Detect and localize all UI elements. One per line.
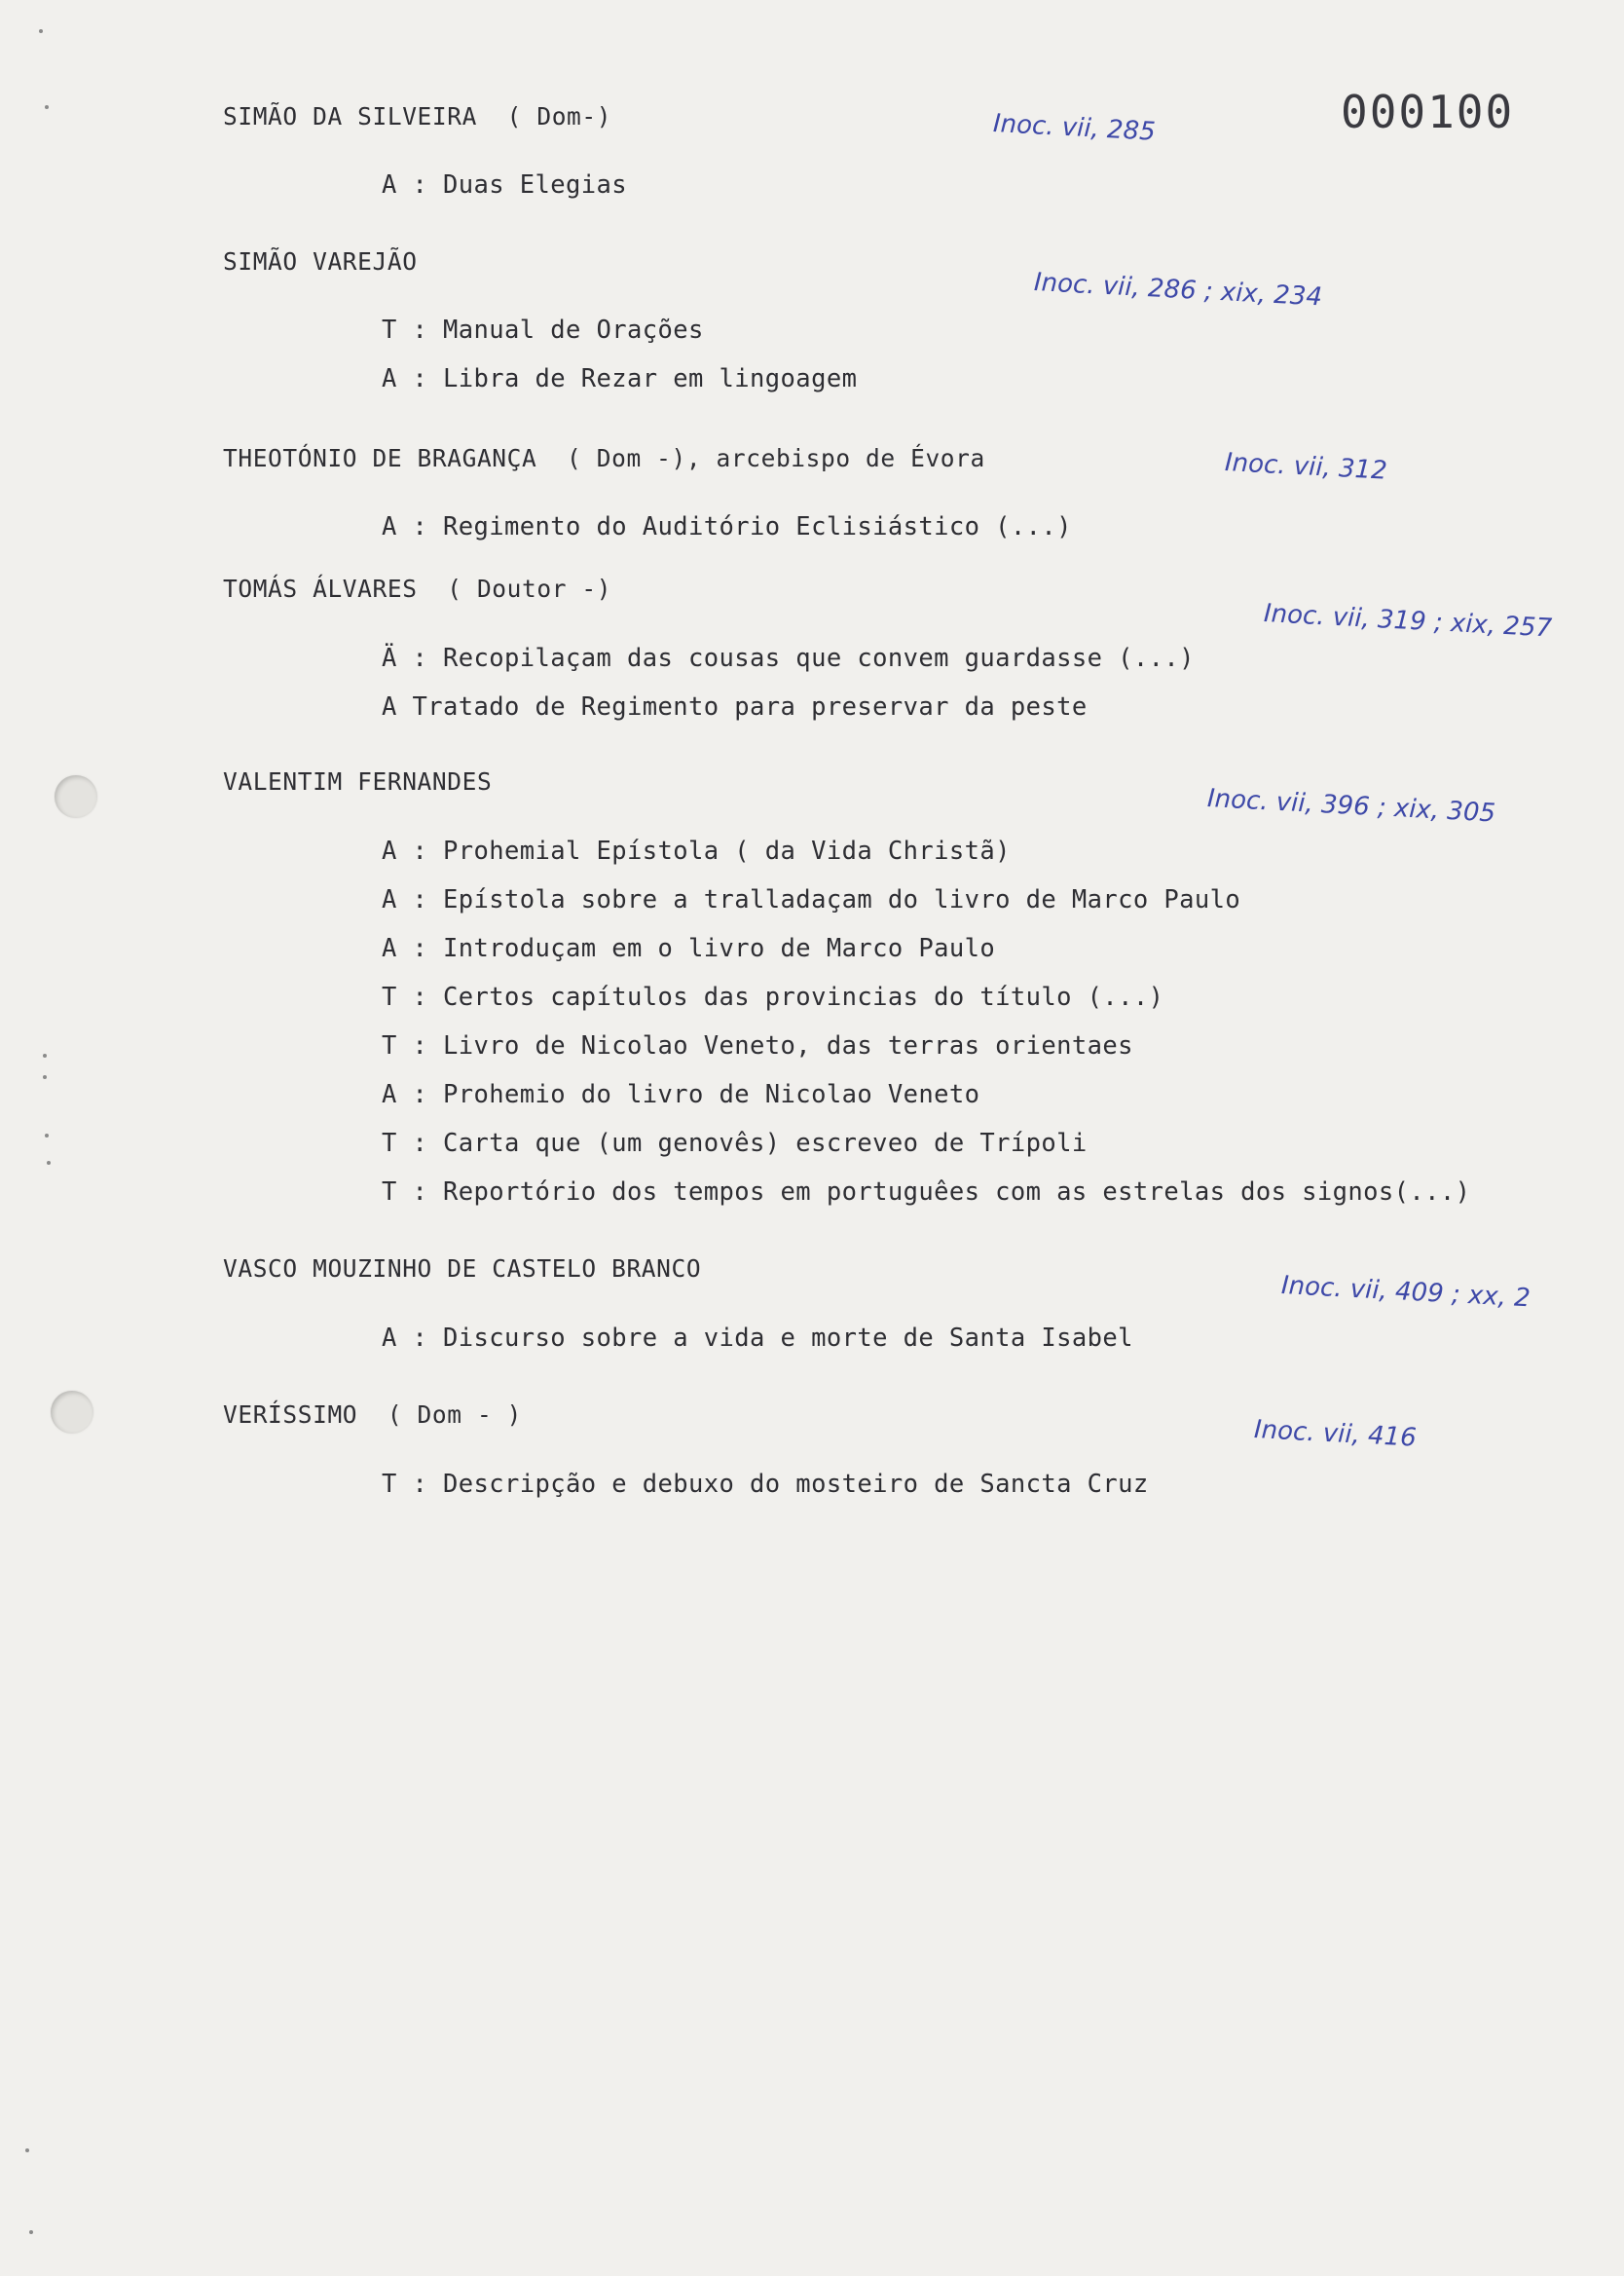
work-entry: A Tratado de Regimento para preservar da peste	[382, 692, 1088, 722]
work-entry: A : Epístola sobre a tralladaçam do livro de Marco Paulo	[382, 885, 1241, 914]
author-name: VASCO MOUZINHO DE CASTELO BRANCO	[223, 1254, 702, 1283]
paper-speck	[45, 1134, 49, 1138]
work-entry: A : Prohemial Epístola ( da Vida Christã)	[382, 837, 1011, 866]
work-entry: A : Discurso sobre a vida e morte de Santa Isabel	[382, 1324, 1133, 1353]
paper-speck	[25, 2148, 29, 2152]
handwritten-reference: Inoc. vii, 409 ; xx, 2	[1280, 1271, 1532, 1314]
work-entry: T : Livro de Nicolao Veneto, das terras orientaes	[382, 1031, 1133, 1061]
document-number: 000100	[1341, 86, 1515, 138]
work-entry: A : Introduçam em o livro de Marco Paulo	[382, 934, 996, 963]
handwritten-reference: Inoc. vii, 416	[1253, 1415, 1418, 1453]
paper-speck	[43, 1075, 47, 1079]
work-entry: T : Manual de Orações	[382, 316, 704, 345]
author-name: VERÍSSIMO ( Dom - )	[223, 1400, 523, 1429]
author-name: SIMÃO DA SILVEIRA ( Dom-)	[223, 102, 612, 131]
work-entry: A : Libra de Rezar em lingoagem	[382, 364, 858, 393]
work-entry: A : Prohemio do livro de Nicolao Veneto	[382, 1080, 980, 1109]
punch-hole	[51, 1391, 93, 1434]
handwritten-reference: Inoc. vii, 396 ; xix, 305	[1206, 784, 1496, 829]
author-name: TOMÁS ÁLVARES ( Doutor -)	[223, 575, 612, 603]
handwritten-reference: Inoc. vii, 319 ; xix, 257	[1263, 599, 1553, 644]
paper-speck	[29, 2230, 33, 2234]
author-name: THEOTÓNIO DE BRAGANÇA ( Dom -), arcebispo de Évora	[223, 444, 985, 472]
author-name: SIMÃO VAREJÃO	[223, 247, 418, 276]
work-entry: T : Certos capítulos das provincias do título (...)	[382, 983, 1164, 1012]
handwritten-reference: Inoc. vii, 286 ; xix, 234	[1033, 268, 1323, 313]
handwritten-reference: Inoc. vii, 312	[1224, 448, 1388, 486]
paper-speck	[45, 105, 49, 109]
author-name: VALENTIM FERNANDES	[223, 767, 493, 796]
paper-speck	[43, 1054, 47, 1058]
work-entry: A : Duas Elegias	[382, 170, 628, 200]
work-entry: T : Descripção e debuxo do mosteiro de Sancta Cruz	[382, 1470, 1149, 1499]
punch-hole	[55, 775, 97, 818]
work-entry: A : Regimento do Auditório Eclisiástico (...)	[382, 512, 1072, 541]
work-entry: Ä : Recopilaçam das cousas que convem guardasse (...)	[382, 644, 1195, 673]
paper-speck	[47, 1161, 51, 1165]
paper-speck	[39, 29, 43, 33]
work-entry: T : Reportório dos tempos em portuguêes com as estrelas dos signos(...)	[382, 1177, 1471, 1207]
handwritten-reference: Inoc. vii, 285	[992, 109, 1157, 147]
work-entry: T : Carta que (um genovês) escreveo de Trípoli	[382, 1129, 1088, 1158]
